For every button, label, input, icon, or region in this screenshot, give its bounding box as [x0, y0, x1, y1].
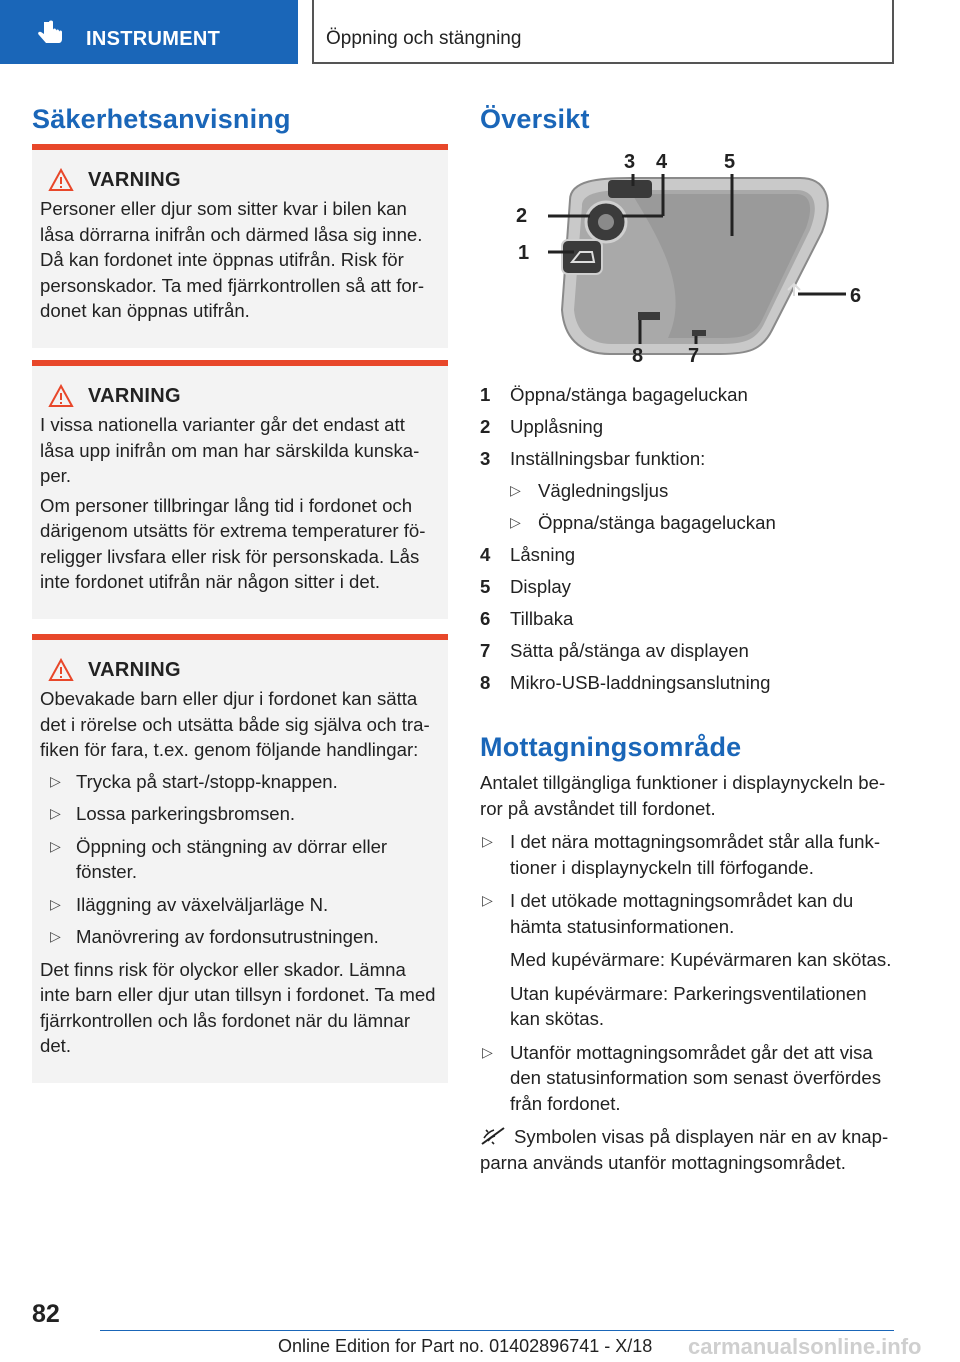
warning-text: Personer eller djur som sitter kvar i bilen kan låsa dörrarna inifrån och därmed låsa sig inne. Då kan fordonet inte öppnas utifrån. Risk för personskador. Ta med fjärrkontrollen så att fordonet kan öppnas utifrån. — [40, 198, 425, 321]
triangle-bullet-icon: ▷ — [50, 772, 61, 789]
figure-label: 6 — [850, 285, 862, 307]
figure-label: 1 — [518, 242, 530, 264]
figure-label: 2 — [516, 205, 528, 227]
figure-label: 7 — [688, 345, 700, 367]
figure-label: 8 — [632, 345, 644, 367]
warning-title: VARNING — [88, 168, 181, 191]
reception-list — [480, 829, 898, 1116]
legend-item: 2 Upplåsning — [480, 416, 604, 437]
overview-heading: Översikt — [480, 104, 590, 134]
triangle-bullet-icon: ▷ — [482, 892, 493, 908]
triangle-bullet-icon: ▷ — [510, 514, 521, 530]
list-item: ▷ Öppning och stängning av dörrar eller fönster. — [50, 835, 388, 882]
list-item: ▷ I det nära mottagningsområdet står alla funktioner i displaynyckeln till förfogande. — [482, 831, 881, 878]
list-item: ▷ Lossa parkeringsbromsen. — [40, 801, 440, 827]
figure-label: 5 — [724, 151, 736, 173]
triangle-bullet-icon: ▷ — [50, 895, 61, 912]
section-tab — [0, 0, 298, 64]
page-number: 82 — [32, 1300, 60, 1328]
chapter-tab — [312, 0, 894, 64]
warning-triangle-icon — [48, 658, 74, 682]
warning-triangle-icon — [48, 384, 74, 408]
figure-label: 4 — [656, 151, 668, 173]
legend-item: 4 Låsning — [480, 544, 576, 565]
symbol-note: Symbolen visas på displayen när en av knapparna används utanför mottagningsområdet. — [480, 1126, 889, 1173]
warning-title: VARNING — [88, 658, 181, 681]
chapter-label: Öppning och stängning — [326, 28, 522, 49]
legend-item: 3 Inställningsbar funktion: — [480, 448, 706, 469]
warning-box-1 — [32, 144, 448, 348]
warning-box-2 — [32, 360, 448, 619]
reception-heading: Mottagningsområde — [480, 732, 742, 762]
legend-item: 5 Display — [480, 576, 571, 597]
reception-extra: Utan kupévärmare: Parkeringsventilationen kan skötas. — [510, 982, 867, 1029]
triangle-bullet-icon: ▷ — [510, 482, 521, 498]
figure-legend — [480, 380, 910, 700]
warning-triangle-icon — [48, 168, 74, 192]
triangle-bullet-icon: ▷ — [50, 805, 61, 821]
triangle-bullet-icon: ▷ — [50, 837, 61, 854]
legend-item: 7 Sätta på/stänga av displayen — [480, 640, 749, 661]
warning-list — [40, 769, 440, 950]
footer-divider — [100, 1330, 894, 1331]
out-of-range-signal-icon — [480, 1126, 506, 1146]
legend-subitem: ▷ Öppna/stänga bagageluckan — [510, 512, 776, 533]
list-item: ▷ I det utökade mottagningsområdet kan du hämta statusinformationen. Med kupévärmare: Kupévärmaren kan skötas. Utan kupévärmare: Parkeringsventilationen kan skötas. — [480, 888, 898, 1032]
warning-intro: Obevakade barn eller djur i fordonet kan sätta det i rörelse och utsätta både sig själva och trafiken för fara, t.ex. genom följande handlingar: — [40, 688, 430, 760]
warning-text: I vissa nationella varianter går det endast att låsa upp inifrån om man har särskilda kunskaper. — [40, 414, 420, 486]
list-item: ▷ Iläggning av växelväljarläge N. — [40, 892, 440, 918]
triangle-bullet-icon: ▷ — [482, 833, 493, 849]
legend-item: 1 Öppna/stänga bagageluckan — [480, 384, 748, 405]
reception-section — [480, 770, 898, 1183]
figure-label: 3 — [624, 151, 636, 173]
section-label: INSTRUMENT — [86, 28, 221, 50]
warning-outro: Det finns risk för olyckor eller skador. Lämna inte barn eller djur utan tillsyn i fordonet. Ta med fjärrkontrollen och lås fordonet när du lämnar det. — [40, 958, 436, 1056]
safety-heading: Säkerhetsanvisning — [32, 104, 291, 134]
legend-item: 6 Tillbaka — [480, 608, 574, 629]
watermark: carmanualsonline.info — [688, 1334, 922, 1359]
hand-pointer-icon — [36, 20, 66, 48]
legend-subitem: ▷ Vägledningsljus — [510, 480, 669, 501]
list-item: ▷ Utanför mottagningsområdet går det att visa den statusinformation som senast överfördes från fordonet. — [482, 1041, 882, 1114]
list-item: ▷ Manövrering av fordonsutrustningen. — [40, 924, 440, 950]
triangle-bullet-icon: ▷ — [482, 1043, 493, 1060]
warning-text: Om personer tillbringar lång tid i fordonet och därigenom utsätts för extrema temperaturer föreligger livsfara eller risk för personskada. Lås inte fordonet utifrån när någon sitter i det. — [40, 494, 426, 592]
list-item: ▷ Trycka på start-/stopp-knappen. — [40, 769, 440, 795]
display-key-illustration — [500, 140, 880, 372]
triangle-bullet-icon: ▷ — [50, 928, 61, 944]
reception-extra: Med kupévärmare: Kupévärmaren kan skötas. — [510, 949, 892, 970]
warning-box-3 — [32, 634, 448, 1083]
edition-note: Online Edition for Part no. 01402896741 - X/18 — [278, 1336, 653, 1356]
reception-intro: Antalet tillgängliga funktioner i displaynyckeln beror på avståndet till fordonet. — [480, 772, 886, 819]
warning-title: VARNING — [88, 384, 181, 407]
legend-item: 8 Mikro-USB-laddningsanslutning — [480, 672, 771, 693]
